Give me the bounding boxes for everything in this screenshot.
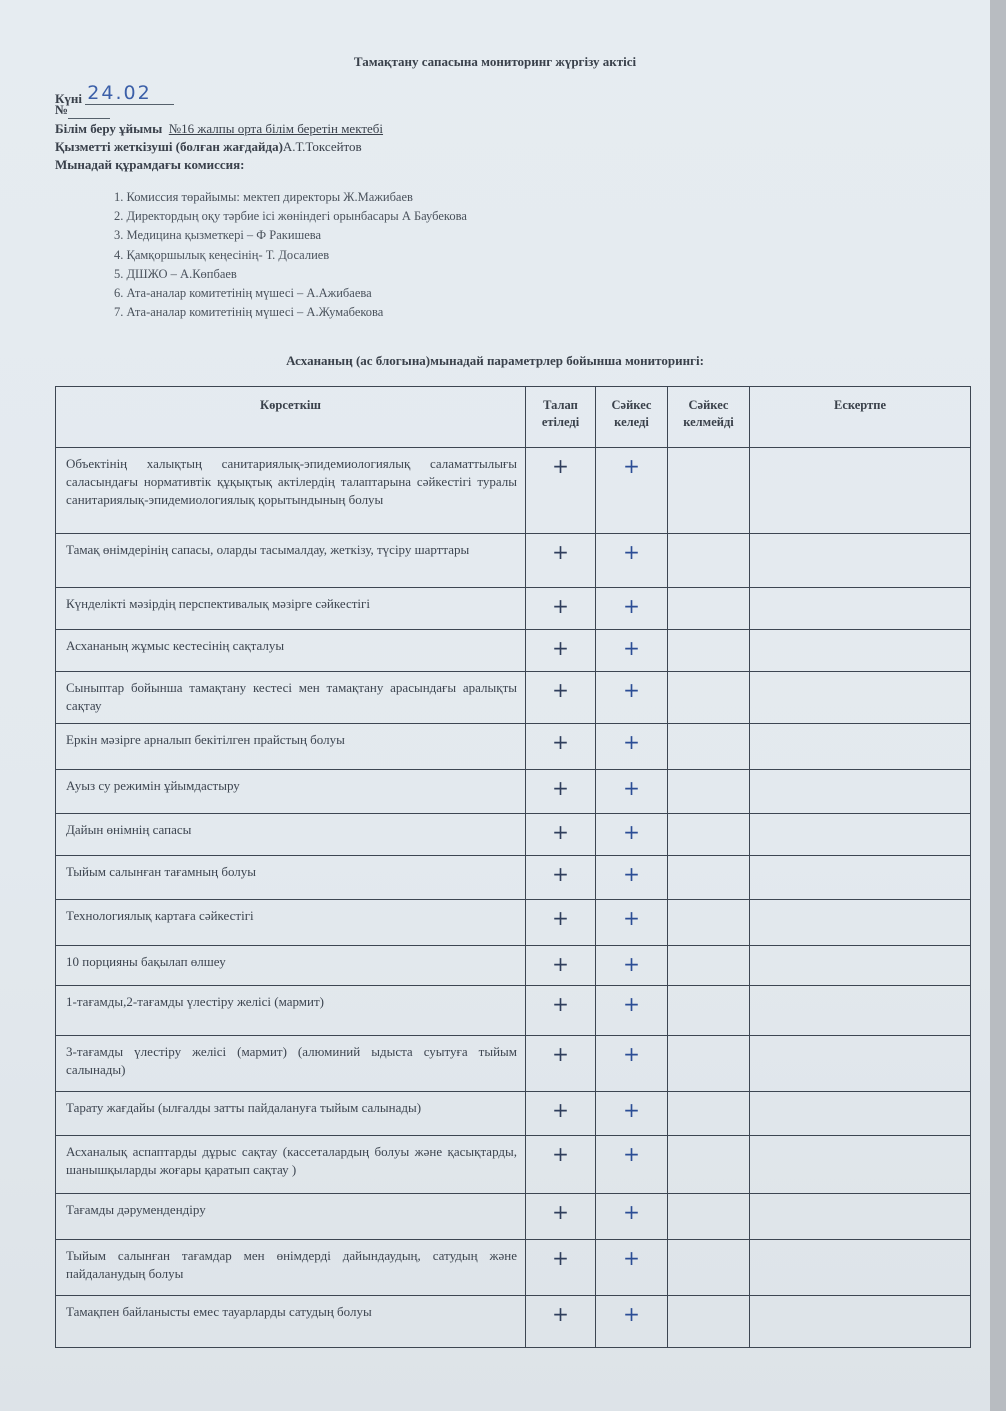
table-row bbox=[56, 770, 971, 814]
indicator-cell: Күнделікті мәзірдің перспективалық мәзірге сәйкестігі bbox=[56, 588, 526, 630]
note-cell bbox=[750, 856, 971, 900]
compliant-mark: + bbox=[596, 1296, 668, 1348]
note-cell bbox=[750, 946, 971, 986]
date-label: Күні bbox=[55, 91, 83, 106]
indicator-cell: Ауыз су режимін ұйымдастыру bbox=[56, 770, 526, 814]
commission-member: 5. ДШЖО – А.Көпбаев bbox=[114, 266, 237, 281]
note-cell bbox=[750, 534, 971, 588]
note-cell bbox=[750, 1240, 971, 1296]
table-row bbox=[56, 856, 971, 900]
indicator-cell: Асханалық аспаптарды дұрыс сақтау (кассеталардың болуы және қасықтарды, шанышқыларды жоғары қаратып сақтау ) bbox=[56, 1136, 526, 1194]
required-mark: + bbox=[526, 986, 596, 1036]
header-indicator: Көрсеткіш bbox=[56, 387, 526, 448]
header-required: Талап етіледі bbox=[526, 387, 596, 448]
required-mark: + bbox=[526, 770, 596, 814]
compliant-mark: + bbox=[596, 534, 668, 588]
commission-members-list bbox=[114, 190, 467, 324]
note-cell bbox=[750, 1092, 971, 1136]
desk-background bbox=[990, 0, 1006, 1411]
organization-label: Білім беру ұйымы bbox=[55, 121, 163, 136]
indicator-cell: Тағамды дәрумендендіру bbox=[56, 1194, 526, 1240]
table-row bbox=[56, 1296, 971, 1348]
compliant-mark: + bbox=[596, 448, 668, 534]
indicator-cell: Тыйым салынған тағамдар мен өнімдерді дайындаудың, сатудың және пайдаланудың болуы bbox=[56, 1240, 526, 1296]
note-cell bbox=[750, 1136, 971, 1194]
commission-member: 1. Комиссия төрайымы: мектеп директоры Ж.Мажибаев bbox=[114, 190, 413, 204]
note-cell bbox=[750, 724, 971, 770]
required-mark: + bbox=[526, 588, 596, 630]
indicator-cell: 1-тағамды,2-тағамды үлестіру желісі (мармит) bbox=[56, 986, 526, 1036]
compliant-mark: + bbox=[596, 1136, 668, 1194]
number-label: № bbox=[55, 102, 69, 117]
indicator-cell: Еркін мәзірге арналып бекітілген прайстың болуы bbox=[56, 724, 526, 770]
noncompliant-cell bbox=[668, 946, 750, 986]
noncompliant-cell bbox=[668, 1136, 750, 1194]
compliant-mark: + bbox=[596, 900, 668, 946]
compliant-mark: + bbox=[596, 946, 668, 986]
noncompliant-cell bbox=[668, 1036, 750, 1092]
required-mark: + bbox=[526, 672, 596, 724]
monitoring-table bbox=[55, 386, 971, 1348]
table-header-row bbox=[56, 387, 971, 448]
table-row bbox=[56, 1036, 971, 1092]
compliant-mark: + bbox=[596, 1240, 668, 1296]
table-row bbox=[56, 1092, 971, 1136]
required-mark: + bbox=[526, 1036, 596, 1092]
indicator-cell: Тамақпен байланысты емес тауарларды сатудың болуы bbox=[56, 1296, 526, 1348]
table-row bbox=[56, 1194, 971, 1240]
compliant-mark: + bbox=[596, 814, 668, 856]
commission-member: 2. Директордың оқу тәрбие ісі жөніндегі орынбасары А Баубекова bbox=[114, 209, 467, 224]
noncompliant-cell bbox=[668, 630, 750, 672]
indicator-cell: Тамақ өнімдерінің сапасы, оларды тасымалдау, жеткізу, түсіру шарттары bbox=[56, 534, 526, 588]
date-handwritten: 24.02 bbox=[85, 82, 173, 105]
commission-member: 6. Ата-аналар комитетінің мүшесі – А.Ажибаева bbox=[114, 285, 372, 300]
noncompliant-cell bbox=[668, 588, 750, 630]
required-mark: + bbox=[526, 900, 596, 946]
commission-heading: Мынадай құрамдағы комиссия: bbox=[55, 157, 245, 172]
note-cell bbox=[750, 672, 971, 724]
required-mark: + bbox=[526, 856, 596, 900]
indicator-cell: Асхананың жұмыс кестесінің сақталуы bbox=[56, 630, 526, 672]
document-title: Тамақтану сапасына мониторинг жүргізу актісі bbox=[353, 54, 637, 69]
indicator-cell: 10 порцияны бақылап өлшеу bbox=[56, 946, 526, 986]
table-row bbox=[56, 724, 971, 770]
compliant-mark: + bbox=[596, 1194, 668, 1240]
compliant-mark: + bbox=[596, 630, 668, 672]
monitoring-subtitle: Асхананың (ас блогына)мынадай параметрлер бойынша мониторингі: bbox=[286, 353, 704, 368]
noncompliant-cell bbox=[668, 900, 750, 946]
required-mark: + bbox=[526, 630, 596, 672]
table-row bbox=[56, 1136, 971, 1194]
required-mark: + bbox=[526, 1136, 596, 1194]
header-note: Ескертпе bbox=[750, 387, 971, 448]
note-cell bbox=[750, 986, 971, 1036]
indicator-cell: Технологиялық картаға сәйкестігі bbox=[56, 900, 526, 946]
table-row bbox=[56, 814, 971, 856]
noncompliant-cell bbox=[668, 1296, 750, 1348]
noncompliant-cell bbox=[668, 534, 750, 588]
organization-line bbox=[55, 121, 383, 137]
commission-member: 3. Медицина қызметкері – Ф Ракишева bbox=[114, 228, 322, 243]
supplier-label: Қызметті жеткізуші (болған жағдайда) bbox=[55, 139, 283, 154]
noncompliant-cell bbox=[668, 672, 750, 724]
note-cell bbox=[750, 448, 971, 534]
commission-member: 7. Ата-аналар комитетінің мүшесі – А.Жумабекова bbox=[114, 305, 384, 320]
noncompliant-cell bbox=[668, 986, 750, 1036]
table-row bbox=[56, 946, 971, 986]
note-cell bbox=[750, 588, 971, 630]
compliant-mark: + bbox=[596, 588, 668, 630]
noncompliant-cell bbox=[668, 1194, 750, 1240]
noncompliant-cell bbox=[668, 770, 750, 814]
required-mark: + bbox=[526, 448, 596, 534]
noncompliant-cell bbox=[668, 1092, 750, 1136]
required-mark: + bbox=[526, 534, 596, 588]
supplier-line bbox=[55, 139, 362, 155]
commission-member: 4. Қамқоршылық кеңесінің- Т. Досалиев bbox=[114, 247, 330, 262]
table-row bbox=[56, 900, 971, 946]
table-row bbox=[56, 630, 971, 672]
noncompliant-cell bbox=[668, 856, 750, 900]
indicator-cell: Дайын өнімнің сапасы bbox=[56, 814, 526, 856]
compliant-mark: + bbox=[596, 770, 668, 814]
table-row bbox=[56, 672, 971, 724]
note-cell bbox=[750, 1296, 971, 1348]
required-mark: + bbox=[526, 724, 596, 770]
compliant-mark: + bbox=[596, 1036, 668, 1092]
indicator-cell: Тарату жағдайы (ылғалды затты пайдалануға тыйым салынады) bbox=[56, 1092, 526, 1136]
note-cell bbox=[750, 900, 971, 946]
required-mark: + bbox=[526, 1240, 596, 1296]
note-cell bbox=[750, 630, 971, 672]
indicator-cell: Объектінің халықтың санитариялық-эпидемиологиялық саламаттылығы саласындағы нормативтік құқықтық актілердің талаптарына сәйкестігі туралы санитариялық-эпидемиологиялық қорытындының болуы bbox=[56, 448, 526, 534]
table-row bbox=[56, 986, 971, 1036]
table-row bbox=[56, 588, 971, 630]
compliant-mark: + bbox=[596, 672, 668, 724]
compliant-mark: + bbox=[596, 1092, 668, 1136]
noncompliant-cell bbox=[668, 814, 750, 856]
supplier-value: А.Т.Токсейтов bbox=[282, 139, 362, 154]
compliant-mark: + bbox=[596, 856, 668, 900]
table-row bbox=[56, 448, 971, 534]
required-mark: + bbox=[526, 1296, 596, 1348]
table-row bbox=[56, 1240, 971, 1296]
compliant-mark: + bbox=[596, 986, 668, 1036]
indicator-cell: Сыныптар бойынша тамақтану кестесі мен тамақтану арасындағы аралықты сақтау bbox=[56, 672, 526, 724]
note-cell bbox=[750, 1194, 971, 1240]
required-mark: + bbox=[526, 1194, 596, 1240]
note-cell bbox=[750, 770, 971, 814]
indicator-cell: Тыйым салынған тағамның болуы bbox=[56, 856, 526, 900]
table-row bbox=[56, 534, 971, 588]
header-compliant: Сәйкес келеді bbox=[596, 387, 668, 448]
note-cell bbox=[750, 1036, 971, 1092]
number-blank bbox=[68, 102, 110, 119]
organization-value: №16 жалпы орта білім беретін мектебі bbox=[168, 121, 384, 136]
note-cell bbox=[750, 814, 971, 856]
noncompliant-cell bbox=[668, 724, 750, 770]
indicator-cell: 3-тағамды үлестіру желісі (мармит) (алюминий ыдыста суытуға тыйым салынады) bbox=[56, 1036, 526, 1092]
required-mark: + bbox=[526, 1092, 596, 1136]
compliant-mark: + bbox=[596, 724, 668, 770]
required-mark: + bbox=[526, 946, 596, 986]
header-noncompliant: Сәйкес келмейді bbox=[668, 387, 750, 448]
number-line bbox=[55, 102, 110, 119]
noncompliant-cell bbox=[668, 448, 750, 534]
required-mark: + bbox=[526, 814, 596, 856]
noncompliant-cell bbox=[668, 1240, 750, 1296]
